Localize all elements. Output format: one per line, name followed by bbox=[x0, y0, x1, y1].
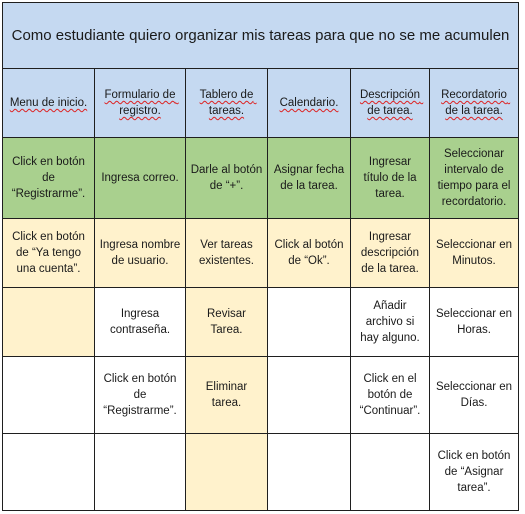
table-cell-empty bbox=[268, 288, 351, 357]
table-cell: Ingresa nombre de usuario. bbox=[95, 219, 186, 288]
header-tablero-tareas: Tablero de tareas. bbox=[186, 69, 268, 138]
header-menu-inicio: Menu de inicio. bbox=[3, 69, 95, 138]
table-cell: Seleccionar intervalo de tiempo para el recordatorio. bbox=[430, 138, 519, 219]
table-cell: Click en botón de “Registrarme”. bbox=[3, 138, 95, 219]
table-cell: Ingresa correo. bbox=[95, 138, 186, 219]
table-cell: Ver tareas existentes. bbox=[186, 219, 268, 288]
table-cell: Click en botón de “Asignar tarea”. bbox=[430, 434, 519, 511]
table-cell: Darle al botón de “+”. bbox=[186, 138, 268, 219]
header-recordatorio-tarea: Recordatorio de la tarea. bbox=[430, 69, 519, 138]
table-cell: Ingresa contraseña. bbox=[95, 288, 186, 357]
header-formulario-registro: Formulario de registro. bbox=[95, 69, 186, 138]
table-cell-empty bbox=[3, 288, 95, 357]
table-cell: Click al botón de “Ok”. bbox=[268, 219, 351, 288]
table-title: Como estudiante quiero organizar mis tareas para que no se me acumulen bbox=[3, 3, 519, 69]
table-cell: Añadir archivo si hay alguno. bbox=[351, 288, 430, 357]
table-cell-empty bbox=[186, 434, 268, 511]
table-cell: Seleccionar en Horas. bbox=[430, 288, 519, 357]
user-story-table bbox=[2, 2, 519, 511]
table-cell: Ingresar descripción de la tarea. bbox=[351, 219, 430, 288]
table-cell-empty bbox=[268, 357, 351, 434]
table-cell-empty bbox=[95, 434, 186, 511]
header-descripcion-tarea: Descripción de tarea. bbox=[351, 69, 430, 138]
table-cell: Eliminar tarea. bbox=[186, 357, 268, 434]
table-cell: Seleccionar en Minutos. bbox=[430, 219, 519, 288]
header-calendario: Calendario. bbox=[268, 69, 351, 138]
table-cell: Ingresar título de la tarea. bbox=[351, 138, 430, 219]
table-cell: Revisar Tarea. bbox=[186, 288, 268, 357]
table-cell-empty bbox=[351, 434, 430, 511]
table-cell: Click en botón de “Registrarme”. bbox=[95, 357, 186, 434]
table-cell: Click en el botón de “Continuar”. bbox=[351, 357, 430, 434]
table-cell: Click en botón de “Ya tengo una cuenta”. bbox=[3, 219, 95, 288]
table-cell-empty bbox=[3, 434, 95, 511]
table-cell: Asignar fecha de la tarea. bbox=[268, 138, 351, 219]
table-cell-empty bbox=[3, 357, 95, 434]
table-cell-empty bbox=[268, 434, 351, 511]
table-cell: Seleccionar en Días. bbox=[430, 357, 519, 434]
